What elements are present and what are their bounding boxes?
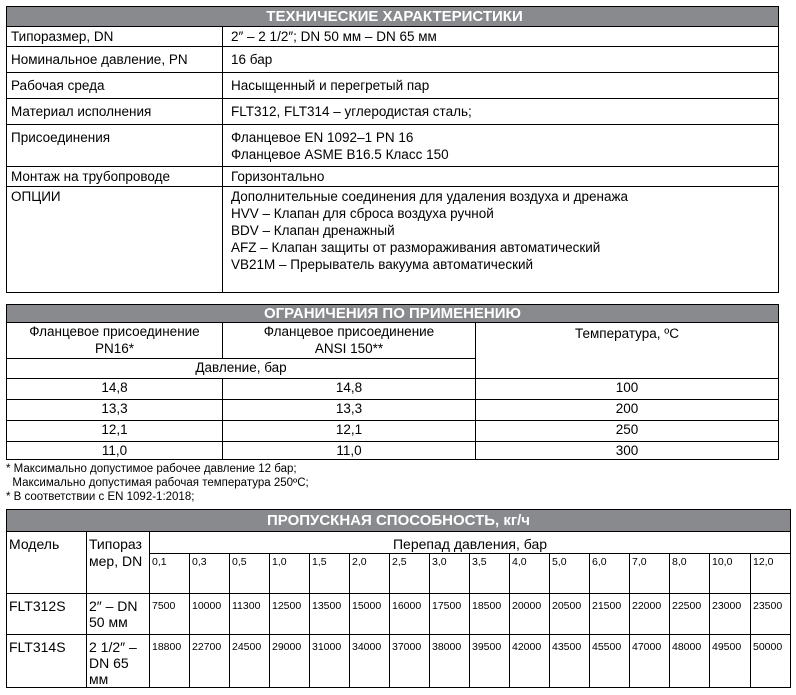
capacity-cell: 17500: [430, 594, 470, 635]
capacity-cell: 31000: [310, 635, 350, 688]
limits-cell: 13,3: [223, 400, 476, 421]
spec-value: 2″ – 2 1/2″; DN 50 мм – DN 65 мм: [223, 27, 779, 47]
pressure-cell: 6,0: [590, 554, 630, 594]
limits-row: [7, 379, 779, 400]
capacity-cell: 43500: [550, 635, 590, 688]
spec-row-options: [7, 187, 779, 293]
spec-row-size: [7, 27, 779, 47]
limits-title: ОГРАНИЧЕНИЯ ПО ПРИМЕНЕНИЮ: [7, 305, 779, 323]
capacity-table: [6, 509, 791, 688]
spec-label: Монтаж на трубопроводе: [7, 167, 223, 187]
capacity-model-header: Модель: [7, 532, 87, 594]
limits-cell: 200: [476, 400, 779, 421]
capacity-cell: 22700: [190, 635, 230, 688]
spec-label: ОПЦИИ: [7, 187, 223, 293]
capacity-cell: 7500: [150, 594, 190, 635]
capacity-size-header: [87, 532, 150, 594]
footnote: Максимально допустимая рабочая температура 250ºC;: [6, 477, 309, 489]
limits-cell: 14,8: [7, 379, 223, 400]
capacity-cell: 20000: [510, 594, 550, 635]
pressure-cell: 12,0: [751, 554, 791, 594]
pressure-cell: 0,5: [230, 554, 270, 594]
capacity-size-header-line2: мер, DN: [89, 553, 143, 569]
capacity-model: FLT312S: [7, 594, 87, 635]
limits-pressure-label: Давление, бар: [7, 359, 476, 379]
capacity-cell: 37000: [390, 635, 430, 688]
limits-table: [6, 304, 779, 460]
limits-cell: 12,1: [223, 421, 476, 442]
capacity-size-line: 50 мм: [89, 614, 128, 630]
spec-label: Присоединения: [7, 125, 223, 167]
capacity-cell: 50000: [751, 635, 791, 688]
capacity-cell: 47000: [630, 635, 670, 688]
capacity-cell: 23000: [710, 594, 751, 635]
spec-row-medium: [7, 73, 779, 99]
capacity-size-line: DN 65: [89, 655, 129, 671]
spec-value-line: VB21M – Прерыватель вакуума автоматический: [231, 257, 534, 272]
limits-cell: 12,1: [7, 421, 223, 442]
tech-specs-table: [6, 6, 779, 293]
limits-cell: 100: [476, 379, 779, 400]
spec-label: Материал исполнения: [7, 99, 223, 125]
pressure-cell: 3,5: [470, 554, 510, 594]
spec-value: Насыщенный и перегретый пар: [223, 73, 779, 99]
capacity-cell: 18500: [470, 594, 510, 635]
capacity-cell: 10000: [190, 594, 230, 635]
pressure-cell: 3,0: [430, 554, 470, 594]
capacity-cell: 23500: [751, 594, 791, 635]
capacity-size: [87, 594, 150, 635]
limits-row: [7, 400, 779, 421]
pressure-cell: 8,0: [670, 554, 710, 594]
capacity-cell: 24500: [230, 635, 270, 688]
limits-col-pn16: [7, 323, 223, 359]
limits-row: [7, 442, 779, 460]
capacity-cell: 16000: [390, 594, 430, 635]
limits-col-pn16-line2: PN16*: [94, 341, 135, 356]
capacity-model: FLT314S: [7, 635, 87, 688]
limits-row: [7, 421, 779, 442]
capacity-cell: 13500: [310, 594, 350, 635]
spec-value: 16 бар: [223, 47, 779, 73]
spec-value-line: Дополнительные соединения для удаления воздуха и дренажа: [231, 189, 629, 204]
limits-cell: 13,3: [7, 400, 223, 421]
capacity-cell: 34000: [350, 635, 390, 688]
spec-value: [223, 125, 779, 167]
pressure-cell: 5,0: [550, 554, 590, 594]
capacity-cell: 45500: [590, 635, 630, 688]
spec-label: Рабочая среда: [7, 73, 223, 99]
pressure-cell: 4,0: [510, 554, 550, 594]
spec-row-connections: [7, 125, 779, 167]
capacity-title: ПРОПУСКНАЯ СПОСОБНОСТЬ, кг/ч: [7, 510, 791, 532]
capacity-cell: 48000: [670, 635, 710, 688]
spec-row-mounting: [7, 167, 779, 187]
capacity-cell: 49500: [710, 635, 751, 688]
pressure-cell: 0,1: [150, 554, 190, 594]
pressure-cell: 2,5: [390, 554, 430, 594]
capacity-cell: 21500: [590, 594, 630, 635]
limits-col-temp: Температура, ºC: [476, 323, 779, 379]
capacity-cell: 39500: [470, 635, 510, 688]
pressure-cell: 10,0: [710, 554, 751, 594]
footnote: * Максимально допустимое рабочее давление 12 бар;: [6, 463, 297, 475]
limits-col-ansi: [223, 323, 476, 359]
limits-cell: 14,8: [223, 379, 476, 400]
capacity-cell: 15000: [350, 594, 390, 635]
spec-value-line: AFZ – Клапан защиты от размораживания автоматический: [231, 240, 601, 255]
capacity-cell: 22500: [670, 594, 710, 635]
capacity-size-header-line1: Типораз: [89, 536, 142, 552]
limits-cell: 300: [476, 442, 779, 460]
capacity-cell: 42000: [510, 635, 550, 688]
capacity-size-line: 2 1/2″ –: [89, 639, 137, 655]
capacity-row-flt314s: [7, 635, 791, 688]
limits-cell: 11,0: [223, 442, 476, 460]
spec-label: Номинальное давление, PN: [7, 47, 223, 73]
pressure-cell: 7,0: [630, 554, 670, 594]
capacity-size-line: мм: [89, 671, 109, 687]
capacity-row-flt312s: [7, 594, 791, 635]
tech-specs-title: ТЕХНИЧЕСКИЕ ХАРАКТЕРИСТИКИ: [7, 7, 779, 27]
spec-value-line: HVV – Клапан для сброса воздуха ручной: [231, 206, 494, 221]
footnotes: [6, 462, 309, 504]
spec-value: FLT312, FLT314 – углеродистая сталь;: [223, 99, 779, 125]
capacity-cell: 38000: [430, 635, 470, 688]
pressure-cell: 2,0: [350, 554, 390, 594]
capacity-cell: 12500: [270, 594, 310, 635]
capacity-cell: 22000: [630, 594, 670, 635]
spec-row-material: [7, 99, 779, 125]
spec-value: [223, 187, 779, 293]
capacity-cell: 20500: [550, 594, 590, 635]
capacity-size-line: 2″ – DN: [89, 598, 138, 614]
pressure-cell: 1,0: [270, 554, 310, 594]
limits-col-ansi-line1: Фланцевое присоединение: [263, 324, 435, 339]
limits-col-pn16-line1: Фланцевое присоединение: [29, 324, 200, 339]
spec-row-pn: [7, 47, 779, 73]
spec-value-line: Фланцевое ASME B16.5 Класс 150: [231, 147, 449, 162]
spec-value-line: BDV – Клапан дренажный: [231, 223, 395, 238]
pressure-cell: 0,3: [190, 554, 230, 594]
footnote: * В соответствии с EN 1092-1:2018;: [6, 491, 195, 503]
spec-value: Горизонтально: [223, 167, 779, 187]
limits-cell: 11,0: [7, 442, 223, 460]
spec-value-line: Фланцевое EN 1092–1 PN 16: [231, 130, 414, 145]
spec-label: Типоразмер, DN: [7, 27, 223, 47]
capacity-cell: 18800: [150, 635, 190, 688]
capacity-cell: 29000: [270, 635, 310, 688]
capacity-size: [87, 635, 150, 688]
pressure-cell: 1,5: [310, 554, 350, 594]
limits-cell: 250: [476, 421, 779, 442]
capacity-diff-header: Перепад давления, бар: [150, 532, 791, 554]
capacity-cell: 11300: [230, 594, 270, 635]
limits-col-ansi-line2: ANSI 150**: [314, 341, 384, 356]
